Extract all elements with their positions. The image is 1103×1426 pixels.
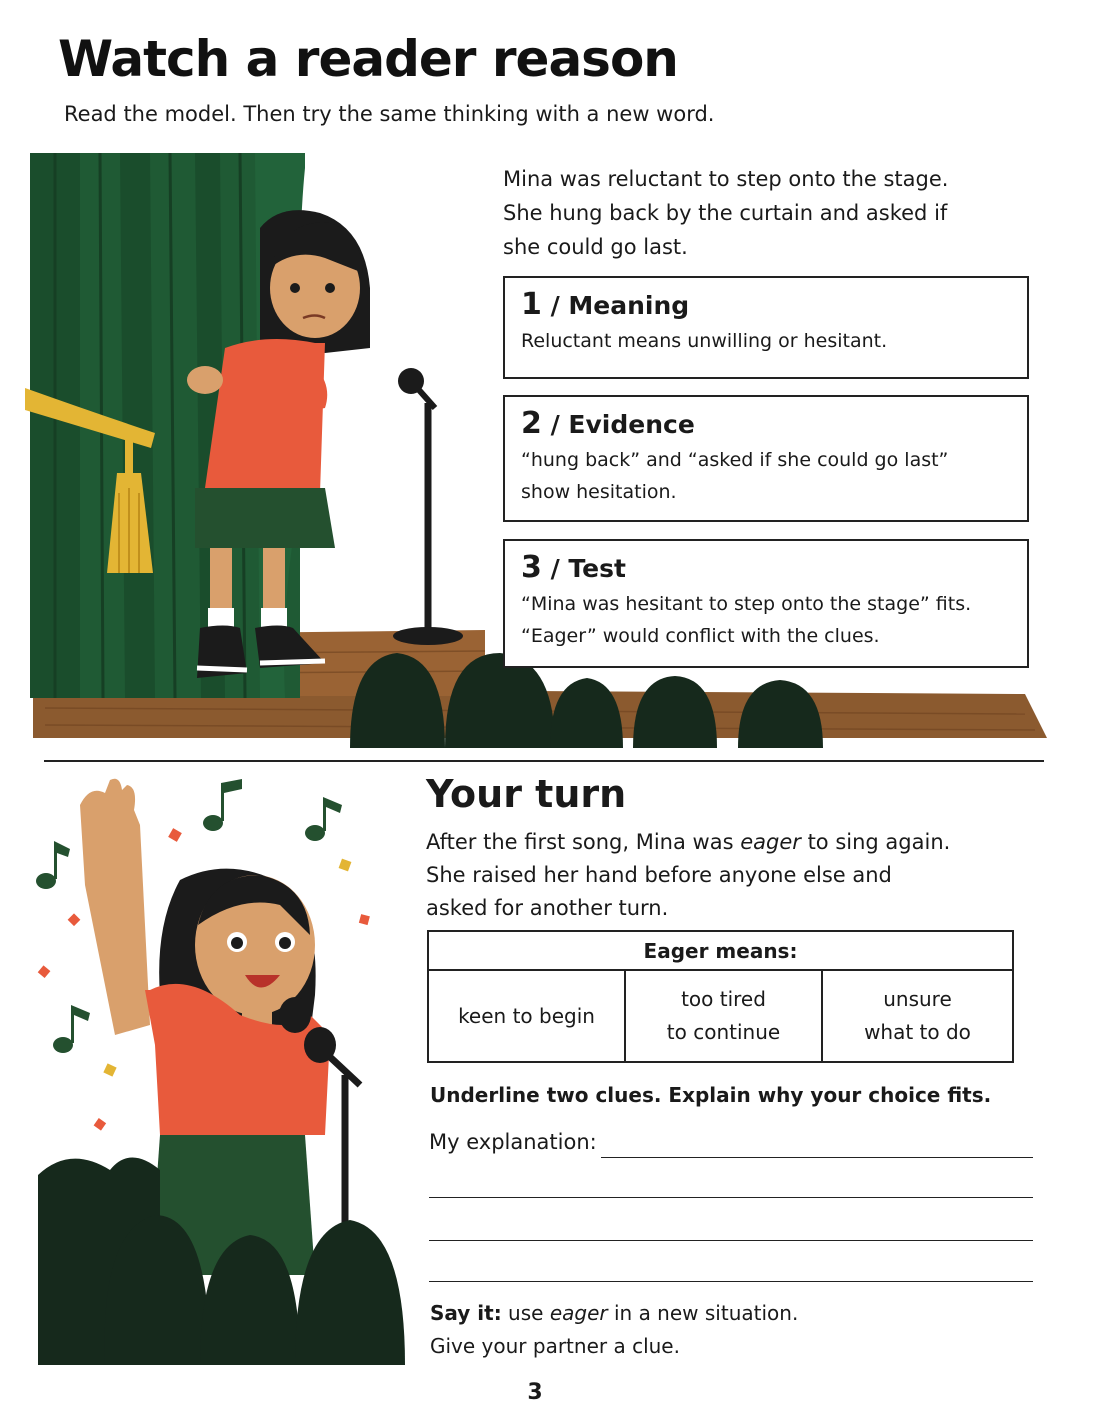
writing-line[interactable]: [429, 1197, 1033, 1198]
choice-line: too tired: [681, 987, 766, 1011]
microphone-icon: [393, 368, 463, 645]
step-label: / Evidence: [541, 410, 695, 439]
choice-line: keen to begin: [458, 1003, 595, 1028]
passage-line: She hung back by the curtain and asked if: [503, 201, 948, 225]
step-number: 1: [521, 287, 542, 322]
step-text: [521, 444, 1011, 508]
your-turn-passage: [426, 826, 986, 925]
choice-option[interactable]: [429, 971, 624, 1061]
step-box-evidence: [503, 395, 1029, 522]
step-heading: [521, 551, 1011, 586]
step-heading: [521, 288, 1011, 323]
passage-line: asked for another turn.: [426, 896, 669, 920]
singer-illustration: [30, 775, 410, 1365]
choice-line: what to do: [864, 1020, 971, 1044]
passage-line: After the first song, Mina was eager to sing again.: [426, 830, 951, 854]
step-text-line: show hesitation.: [521, 481, 677, 503]
choice-line: unsure: [883, 987, 952, 1011]
instruction-text: Underline two clues. Explain why your choice fits.: [430, 1083, 992, 1107]
step-box-meaning: [503, 276, 1029, 379]
step-text-line: “Eager” would conflict with the clues.: [521, 625, 880, 647]
passage-line: She raised her hand before anyone else and: [426, 863, 892, 887]
page-subtitle: Read the model. Then try the same thinking with a new word.: [64, 102, 715, 126]
step-label: / Meaning: [541, 291, 690, 320]
step-heading: [521, 407, 1011, 442]
your-turn-title: Your turn: [426, 772, 627, 816]
step-text-line: “Mina was hesitant to step onto the stage” fits.: [521, 593, 972, 615]
step-label: / Test: [541, 554, 626, 583]
step-number: 2: [521, 406, 542, 441]
step-text: Reluctant means unwilling or hesitant.: [521, 330, 888, 352]
step-box-test: [503, 539, 1029, 668]
target-word: eager: [740, 830, 801, 854]
choice-option[interactable]: [624, 971, 821, 1061]
step-number: 3: [521, 550, 542, 585]
writing-line[interactable]: [429, 1281, 1033, 1282]
section-divider: [44, 760, 1044, 762]
page-number: 3: [527, 1380, 543, 1405]
step-text-line: “hung back” and “asked if she could go last”: [521, 449, 949, 471]
writing-line[interactable]: [601, 1157, 1033, 1158]
passage-line: she could go last.: [503, 235, 688, 259]
say-it-prompt: [430, 1297, 990, 1363]
explanation-label: My explanation:: [429, 1130, 597, 1154]
step-text: [521, 588, 1011, 652]
model-passage: [503, 162, 973, 264]
writing-line[interactable]: [429, 1240, 1033, 1241]
choice-option[interactable]: [821, 971, 1012, 1061]
choice-line: to continue: [666, 1020, 781, 1044]
say-it-label: Say it:: [430, 1301, 502, 1325]
page-title: Watch a reader reason: [58, 30, 678, 88]
say-it-line: Give your partner a clue.: [430, 1334, 680, 1358]
passage-line: Mina was reluctant to step onto the stage.: [503, 167, 949, 191]
say-it-line: Say it: use eager in a new situation.: [430, 1301, 799, 1325]
choice-table-header: Eager means:: [429, 932, 1012, 971]
meaning-choice-table: [427, 930, 1014, 1063]
target-word: eager: [549, 1301, 608, 1325]
